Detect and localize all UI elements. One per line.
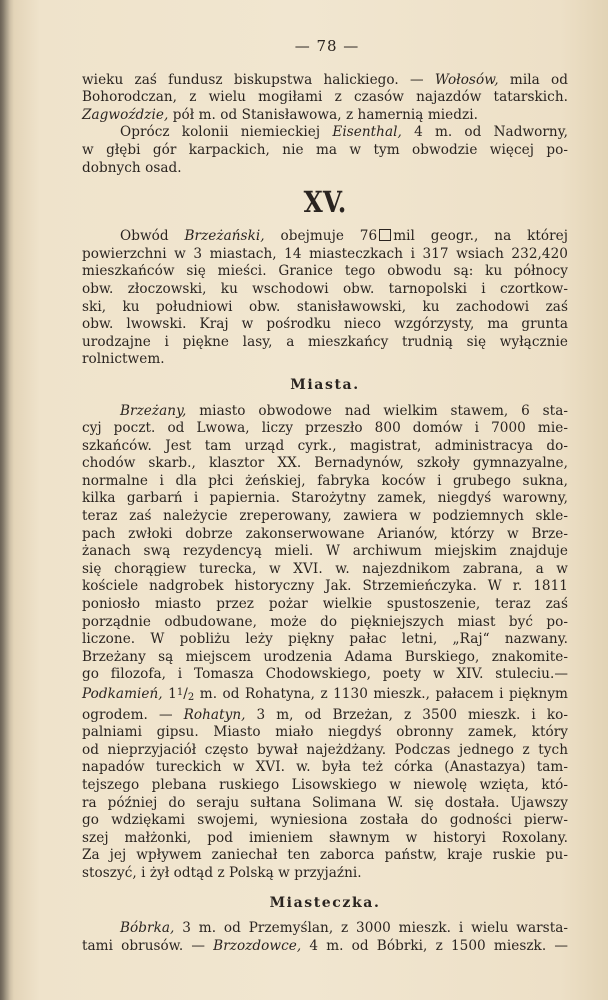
text-line: Bohorodczan, z wielu mogiłami z czasów najazdów tatarskich. [82, 89, 568, 106]
text-line: napadów tureckich w XVI. w. była też córka (Anastazya) tam- [82, 759, 568, 776]
place-name: Brzozdowce, [213, 937, 302, 954]
square-mile-symbol [379, 229, 391, 241]
text-line: porządnie odbudowane, może do piękniejszych miast być po- [82, 613, 568, 630]
text-line: wieku zaś fundusz biskupstwa halickiego. — Wołosów, mila od [82, 71, 568, 88]
text-line: stoszyć, i żył odtąd z Polską w przyjaźni. [82, 864, 362, 881]
text-line: się chorągiew turecka, w XVI. w. najezdnikom zabrana, a w [82, 560, 568, 577]
place-name: Eisenthal, [332, 124, 402, 141]
text-line: obw. złoczowski, ku wschodowi obw. tarnopolski i czortkow- [82, 280, 568, 297]
place-name: Brzeżany, [120, 402, 187, 419]
paragraph-brzezany [82, 403, 568, 883]
text-line: rolnictwem. [82, 351, 165, 368]
text-line: Oprócz kolonii niemieckiej Eisenthal, 4 m. od Nadworny, [120, 124, 569, 141]
text-line: powierzchni w 3 miastach, 14 miasteczkach i 317 wsiach 232,420 [82, 245, 568, 262]
text-line: kościele nadgrobek historyczny Jak. Strzemieńczyka. W r. 1811 [82, 578, 568, 595]
text-line: poniosło miasto przez pożar wielkie spustoszenie, teraz zaś [82, 596, 568, 613]
text-line: teraz zaś należycie zreperowany, zawiera w podziemnych skle- [82, 508, 568, 525]
section-numeral: XV. [303, 185, 347, 220]
heading-miasta: Miasta. [290, 376, 360, 393]
place-name: Rohatyn, [183, 706, 246, 723]
text-line: ogrodem. — Rohatyn, 3 m, od Brzeżan, z 3500 mieszk. i ko- [82, 706, 568, 723]
text-line: Brzeżany, miasto obwodowe nad wielkim stawem, 6 sta- [120, 402, 568, 419]
text-line: chodów skarb., klasztor XX. Bernadynów, szkoły gymnazyalne, [82, 455, 568, 472]
text-line: szkańców. Jest tam urząd cyrk., magistrat, administracya do- [82, 437, 568, 454]
text-line: urodzajne i piękne lasy, a mieszkańcy trudnią się wyłącznie [82, 333, 568, 350]
page-text [82, 38, 568, 955]
text-line: Obwód Brzeżański, obejmuje 76 mil geogr., na której [120, 228, 569, 245]
text-line: ra później do seraju sułtana Solimana W. się dostała. Ujawszy [82, 794, 568, 811]
text-line: dobnych osad. [82, 159, 182, 176]
text-line: go wdziękami swojemi, wyniesiona została do godności pierw- [82, 812, 568, 829]
text-line: szej małżonki, pod imieniem sławnym w historyi Roxolany. [82, 829, 568, 846]
text-line: cyj poczt. od Lwowa, liczy przeszło 800 domów i 7000 mie- [82, 420, 568, 437]
text-line: tami obrusów. — Brzozdowce, 4 m. od Bóbrki, z 1500 mieszk. — [82, 937, 569, 954]
text-line: Zagwoździe, pół m. od Stanisławowa, z hamernią miedzi. [82, 106, 478, 123]
text-line: obw. lwowski. Kraj w pośrodku nieco wzgórzysty, ma grunta [82, 316, 568, 333]
text-line: liczone. W pobliżu leży piękny pałac letni, „Raj“ nazwany. [82, 631, 568, 648]
place-name: Brzeżański, [184, 228, 265, 245]
text-line: mieszkańców się mieści. Granice tego obwodu są: ku północy [82, 263, 568, 280]
heading-miasteczka: Miasteczka. [269, 894, 381, 911]
text-line: pach zwłoki dobrze zakonserwowane Arianów, którzy w Brze- [82, 525, 568, 542]
text-line: Podkamień, $1^1/2$ m. od Rohatyna, z 1130 mieszk., pałacem i pięknym [82, 686, 569, 703]
paragraph-eisenthal [82, 124, 568, 177]
text-line: od nieprzyjaciół często bywał najeżdżany. Podczas jednego z tych [82, 741, 568, 758]
text-line: go filozofa, i Tomasza Chodowskiego, poety w XIV. stuleciu.— [82, 666, 568, 683]
text-line: w głębi gór karpackich, nie ma w tym obwodzie więcej po- [82, 141, 568, 158]
text-line: Za jej wpływem zaniechał ten zaborca państw, kraje ruskie pu- [82, 847, 568, 864]
paragraph-bobrka [82, 920, 568, 955]
text-line: żanach swą rezydencyą mieli. W archiwum miejskim znajduje [82, 543, 568, 560]
place-name: Bóbrka, [120, 920, 175, 937]
text-line: ski, ku południowi obw. stanisławowski, ku zachodowi zaś [82, 298, 568, 315]
place-name: Podkamień, [82, 686, 163, 702]
place-name: Zagwoździe, [82, 106, 169, 123]
paragraph-obwod [82, 228, 568, 369]
paragraph-wolosow [82, 72, 568, 125]
page-number: — 78 — [294, 37, 360, 55]
text-line: kilka garbarń i papiernia. Starożytny zamek, niegdyś warowny, [82, 490, 568, 507]
text-line: Brzeżany są miejscem urodzenia Adama Burskiego, znakomite- [82, 648, 568, 665]
text-line: tejszego plebana ruskiego Lisowskiego w niewolę wzięta, któ- [82, 776, 568, 793]
text-line: palniami gipsu. Miasto miało niegdyś obronny zamek, który [82, 724, 568, 741]
text-line: normalne i dla płci żeńskiej, fabryka koców i grubego sukna, [82, 472, 568, 489]
place-name: Wołosów, [434, 71, 499, 88]
text-line: Bóbrka, 3 m. od Przemyślan, z 3000 mieszk. i wielu warsta- [120, 920, 569, 937]
